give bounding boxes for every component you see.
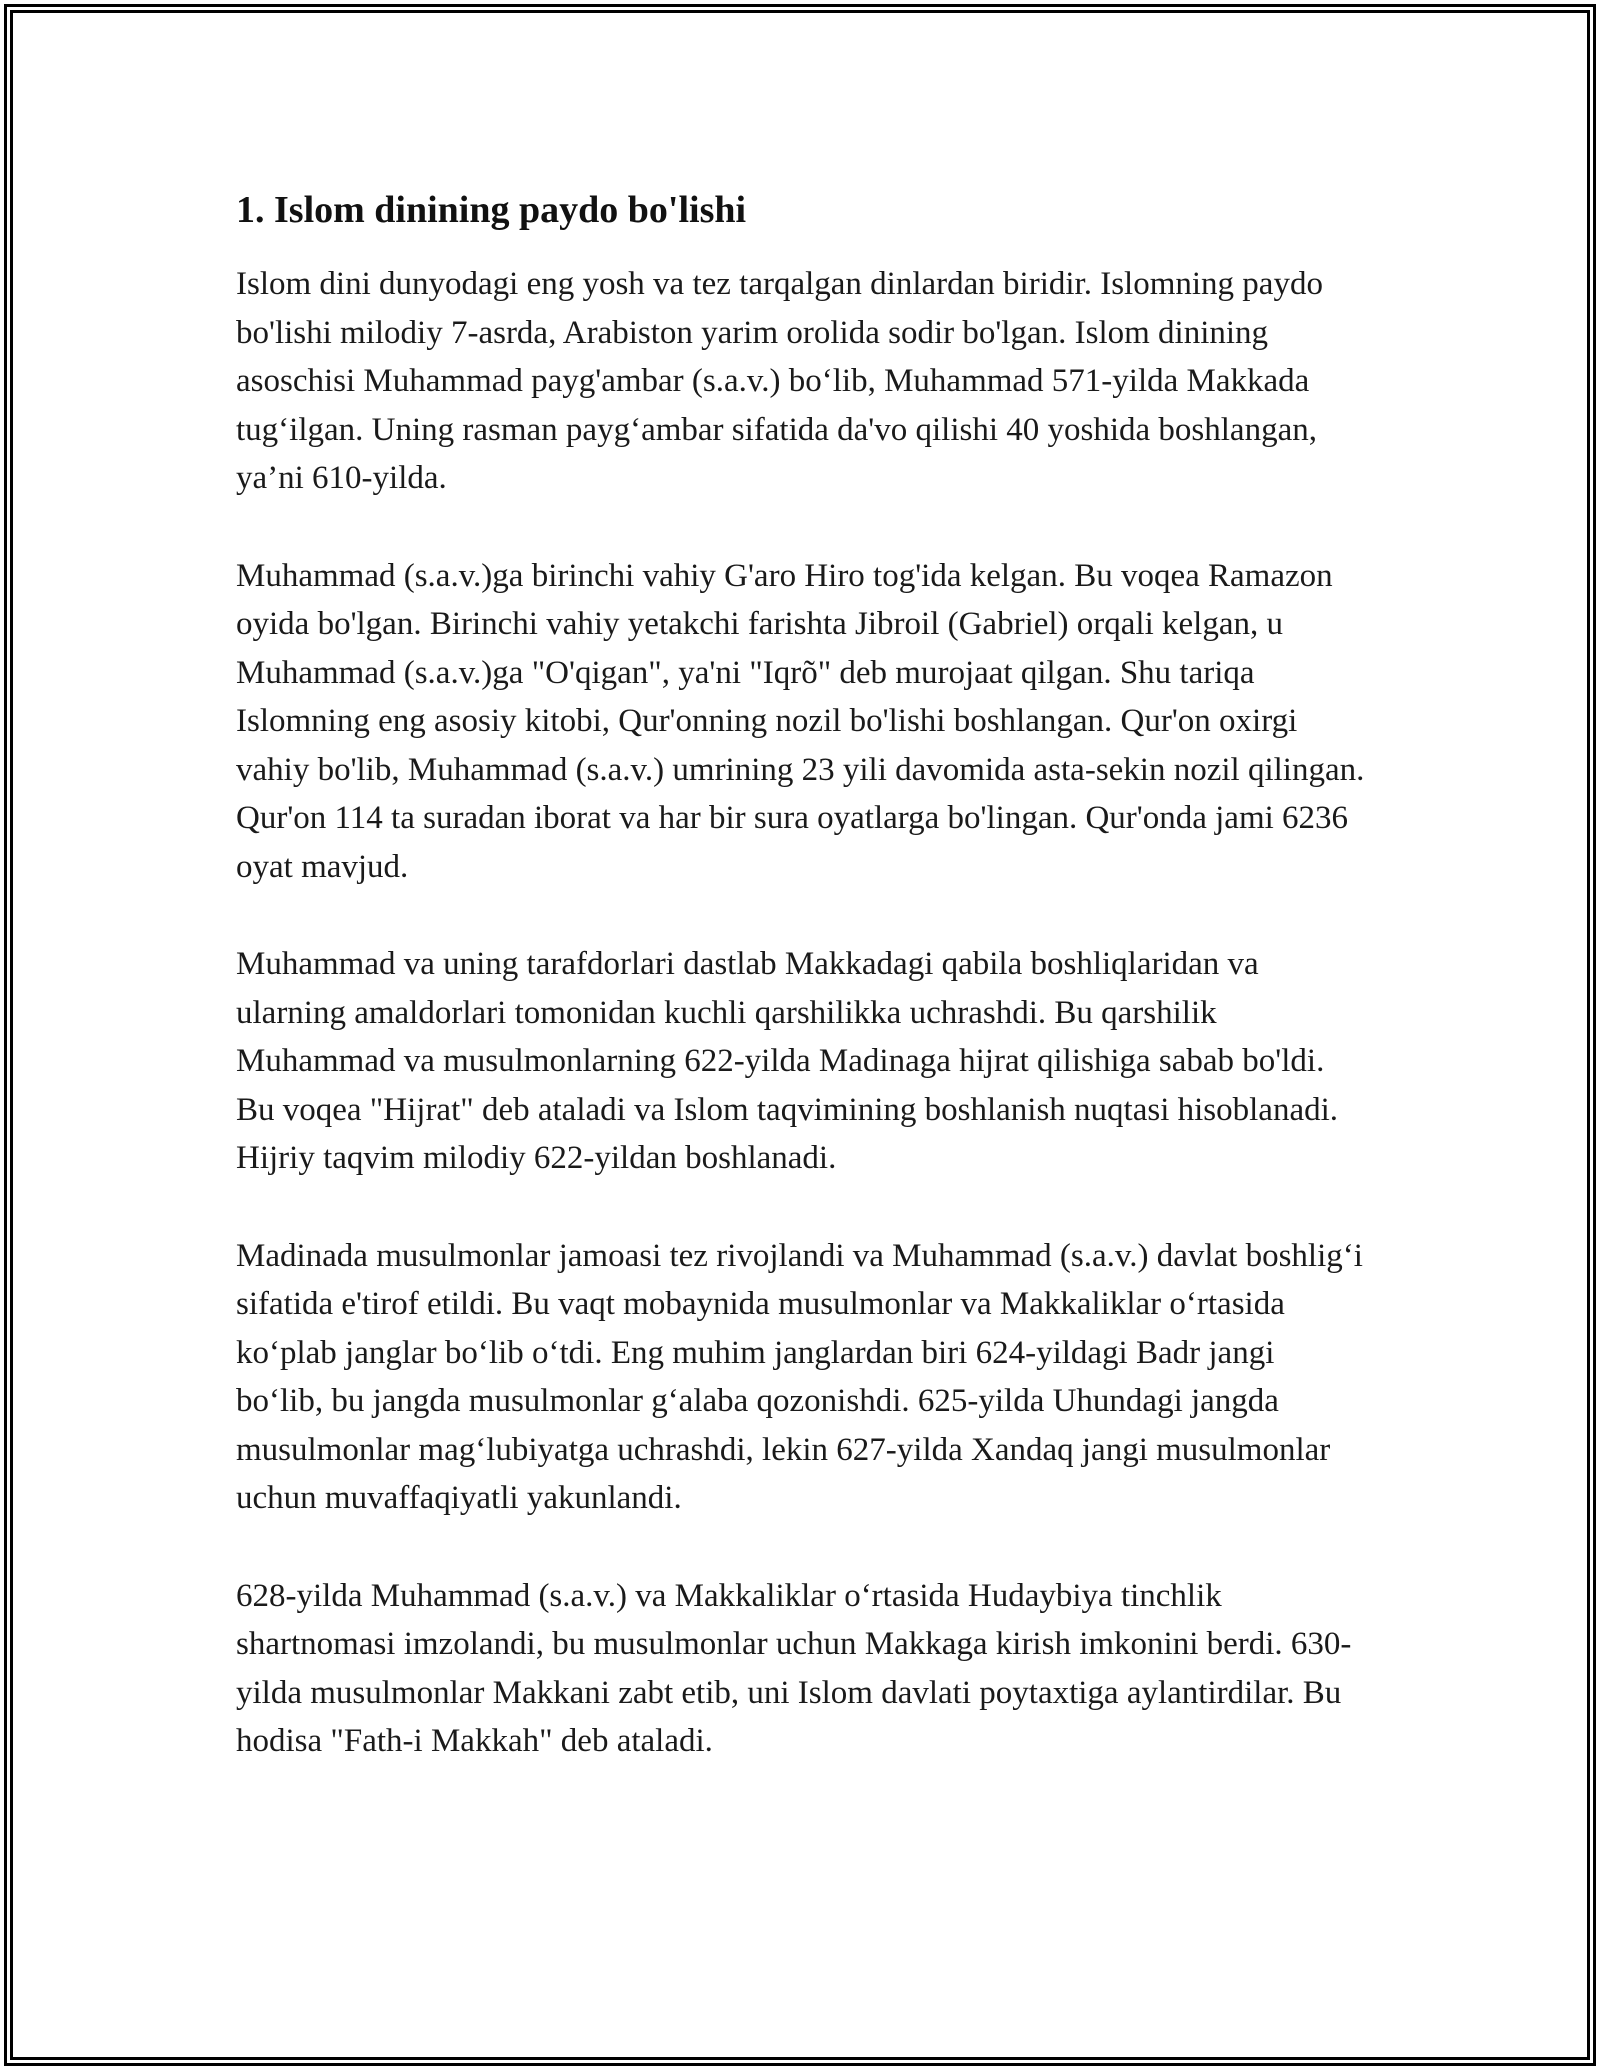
section-heading: 1. Islom dinining paydo bo'lishi <box>236 189 747 231</box>
document-body <box>236 185 1366 1815</box>
paragraph-hudaybiya-makkah: 628-yilda Muhammad (s.a.v.) va Makkaliklar o‘rtasida Hudaybiya tinchlik shartnomasi imzolandi, bu musulmonlar uchun Makkaga kirish imkonini berdi. 630-yilda musulmonlar Makkani zabt etib, uni Islom davlati poytaxtiga aylantirdilar. Bu hodisa "Fath-i Makkah" deb ataladi. <box>236 1577 1352 1759</box>
paragraph-hijrat: Muhammad va uning tarafdorlari dastlab Makkadagi qabila boshliqlaridan va ularning amaldorlari tomonidan kuchli qarshilikka uchrashdi. Bu qarshilik Muhammad va musulmonlarning 622-yilda Madinaga hijrat qilishiga sabab bo'ldi. Bu voqea "Hijrat" deb ataladi va Islom taqvimining boshlanish nuqtasi hisoblanadi. Hijriy taqvim milodiy 622-yildan boshlanadi. <box>236 946 1339 1176</box>
paragraph-origin: Islom dini dunyodagi eng yosh va tez tarqalgan dinlardan biridir. Islomning paydo bo'lishi milodiy 7-asrda, Arabiston yarim orolida sodir bo'lgan. Islom dinining asoschisi Muhammad payg'ambar (s.a.v.) bo‘lib, Muhammad 571-yilda Makkada tug‘ilgan. Uning rasman payg‘ambar sifatida da'vo qilishi 40 yoshida boshlangan, ya’ni 610-yilda. <box>236 266 1323 496</box>
paragraph-first-revelation: Muhammad (s.a.v.)ga birinchi vahiy G'aro Hiro tog'ida kelgan. Bu voqea Ramazon oyida bo'lgan. Birinchi vahiy yetakchi farishta Jibroil (Gabriel) orqali kelgan, u Muhammad (s.a.v.)ga "O'qigan", ya'ni "Iqrõ" deb murojaat qilgan. Shu tariqa Islomning eng asosiy kitobi, Qur'onning nozil bo'lishi boshlangan. Qur'on oxirgi vahiy bo'lib, Muhammad (s.a.v.) umrining 23 yili davomida asta-sekin nozil qilingan. Qur'on 114 ta suradan iborat va har bir sura oyatlarga bo'lingan. Qur'onda jami 6236 oyat mavjud. <box>236 557 1365 885</box>
paragraph-madina-battles: Madinada musulmonlar jamoasi tez rivojlandi va Muhammad (s.a.v.) davlat boshlig‘i sifatida e'tirof etildi. Bu vaqt mobaynida musulmonlar va Makkaliklar o‘rtasida ko‘plab janglar bo‘lib o‘tdi. Eng muhim janglardan biri 624-yildagi Badr jangi bo‘lib, bu jangda musulmonlar g‘alaba qozonishdi. 625-yilda Uhundagi jangda musulmonlar mag‘lubiyatga uchrashdi, lekin 627-yilda Xandaq jangi musulmonlar uchun muvaffaqiyatli yakunlandi. <box>236 1237 1363 1516</box>
